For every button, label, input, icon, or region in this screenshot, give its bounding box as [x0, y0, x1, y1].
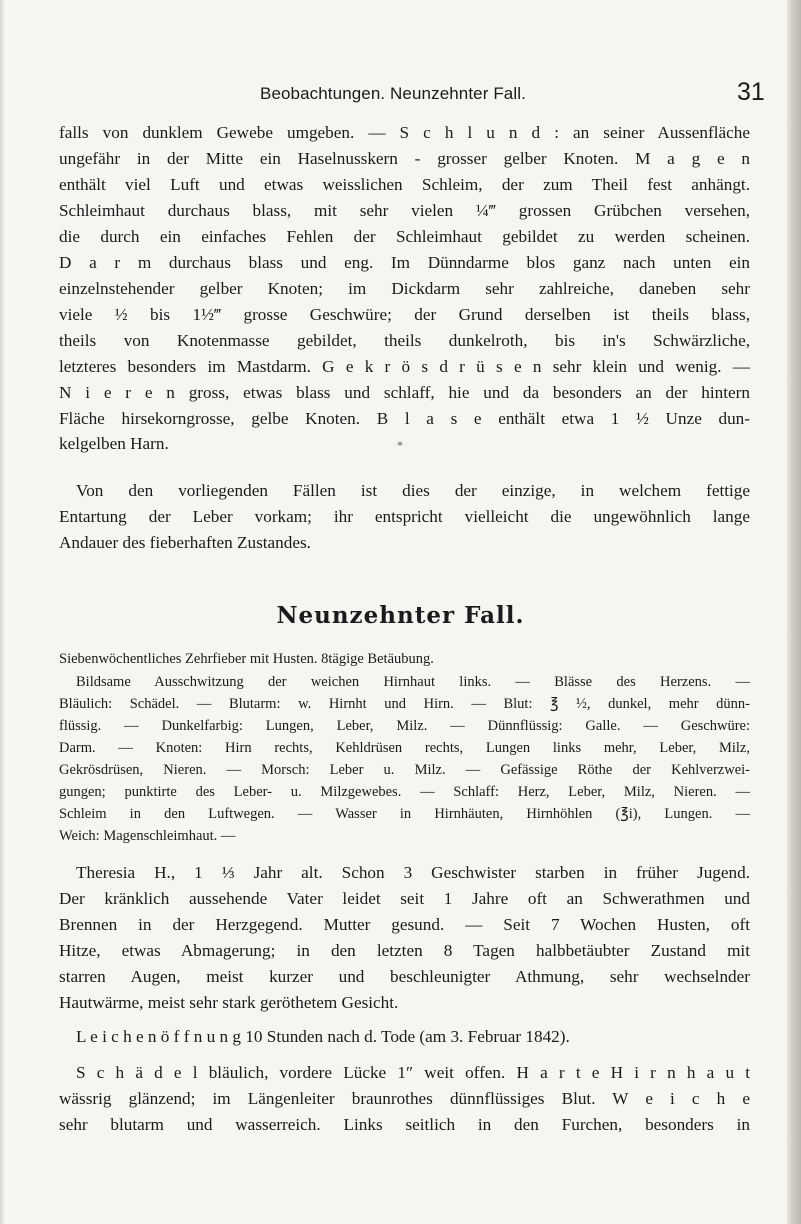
- text-line: enthält viel Luft und etwas weisslichen Schleim, der zum Theil fest anhängt.: [59, 175, 750, 194]
- text-line: kelgelben Harn.: [59, 434, 169, 453]
- chapter-title: Neunzehnter Fall.: [276, 602, 525, 629]
- text-line: Schleimhaut durchaus blass, mit sehr vielen ¼‴ grossen Grübchen versehen,: [59, 201, 750, 220]
- text-line: S c h ä d e l bläulich, vordere Lücke 1″ weit offen. H a r t e H i r n h a u t: [76, 1063, 750, 1082]
- text-line: Hautwärme, meist sehr stark geröthetem Gesicht.: [59, 993, 399, 1012]
- text-line: ungefähr in der Mitte ein Haselnusskern - grosser gelber Knoten. M a g e n: [59, 149, 750, 168]
- summary-line: gungen; punktirte des Leber- u. Milzgewebes. — Schlaff: Herz, Leber, Milz, Nieren. —: [59, 784, 750, 800]
- text-line: Brennen in der Herzgegend. Mutter gesund. — Seit 7 Wochen Husten, oft: [59, 915, 750, 934]
- summary-line: Schleim in den Luftwegen. — Wasser in Hirnhäuten, Hirnhöhlen (℥i), Lungen. —: [59, 806, 750, 822]
- text-line: letzteres besonders im Mastdarm. G e k r ö s d r ü s e n sehr klein und wenig. —: [59, 357, 750, 376]
- page-number: 31: [737, 78, 765, 106]
- text-line: wässrig glänzend; im Längenleiter braunrothes dünnflüssiges Blut. W e i c h e: [59, 1089, 750, 1108]
- text-line: Theresia H., 1 ⅓ Jahr alt. Schon 3 Geschwister starben in früher Jugend.: [76, 863, 750, 882]
- text-line: starren Augen, meist kurzer und beschleunigter Athmung, sehr wechselnder: [59, 967, 750, 986]
- summary-line: Siebenwöchentliches Zehrfieber mit Husten. 8tägige Betäubung.: [59, 651, 434, 667]
- text-line: viele ½ bis 1½‴ grosse Geschwüre; der Grund derselben ist theils blass,: [59, 305, 750, 324]
- text-line: Von den vorliegenden Fällen ist dies der einzige, in welchem fettige: [76, 481, 750, 500]
- text-line: D a r m durchaus blass und eng. Im Dünndarme blos ganz nach unten ein: [59, 253, 750, 272]
- running-header: [0, 80, 801, 116]
- section-ornament: *: [397, 438, 403, 452]
- running-header-title: Beobachtungen. Neunzehnter Fall.: [260, 84, 526, 103]
- summary-line: Weich: Magenschleimhaut. —: [59, 828, 236, 844]
- text-line: einzelnstehender gelber Knoten; im Dickdarm sehr zahlreiche, daneben sehr: [59, 279, 750, 298]
- text-line: N i e r e n gross, etwas blass und schlaff, hie und da besonders an der hintern: [59, 383, 750, 402]
- summary-line: Bläulich: Schädel. — Blutarm: w. Hirnht und Hirn. — Blut: ℥ ½, dunkel, mehr dünn-: [59, 696, 750, 712]
- text-line: Fläche hirsekorngrosse, gelbe Knoten. B l a s e enthält etwa 1 ½ Unze dun-: [59, 409, 750, 428]
- text-line: Andauer des fieberhaften Zustandes.: [59, 533, 311, 552]
- text-line: theils von Knotenmasse gebildet, theils dunkelroth, bis in's Schwärzliche,: [59, 331, 750, 350]
- summary-line: Gekrösdrüsen, Nieren. — Morsch: Leber u. Milz. — Gefässige Röthe der Kehlverzwei-: [59, 762, 750, 778]
- text-line: die durch ein einfaches Fehlen der Schleimhaut gebildet zu werden scheinen.: [59, 227, 750, 246]
- text-line: Der kränklich aussehende Vater leidet seit 1 Jahre oft an Schwerathmen und: [59, 889, 750, 908]
- text-line: sehr blutarm und wasserreich. Links seitlich in den Furchen, besonders in: [59, 1115, 750, 1134]
- summary-line: Darm. — Knoten: Hirn rechts, Kehldrüsen rechts, Lungen links mehr, Leber, Milz,: [59, 740, 750, 756]
- text-line: Entartung der Leber vorkam; ihr entspricht vielleicht die ungewöhnlich lange: [59, 507, 750, 526]
- text-line: Hitze, etwas Abmagerung; in den letzten 8 Tagen halbbetäubter Zustand mit: [59, 941, 750, 960]
- text-line: falls von dunklem Gewebe umgeben. — S c h l u n d : an seiner Aussenfläche: [59, 123, 750, 142]
- text-line: L e i c h e n ö f f n u n g 10 Stunden nach d. Tode (am 3. Februar 1842).: [76, 1027, 570, 1046]
- summary-line: Bildsame Ausschwitzung der weichen Hirnhaut links. — Blässe des Herzens. —: [76, 674, 750, 690]
- summary-line: flüssig. — Dunkelfarbig: Lungen, Leber, Milz. — Dünnflüssig: Galle. — Geschwüre:: [59, 718, 750, 734]
